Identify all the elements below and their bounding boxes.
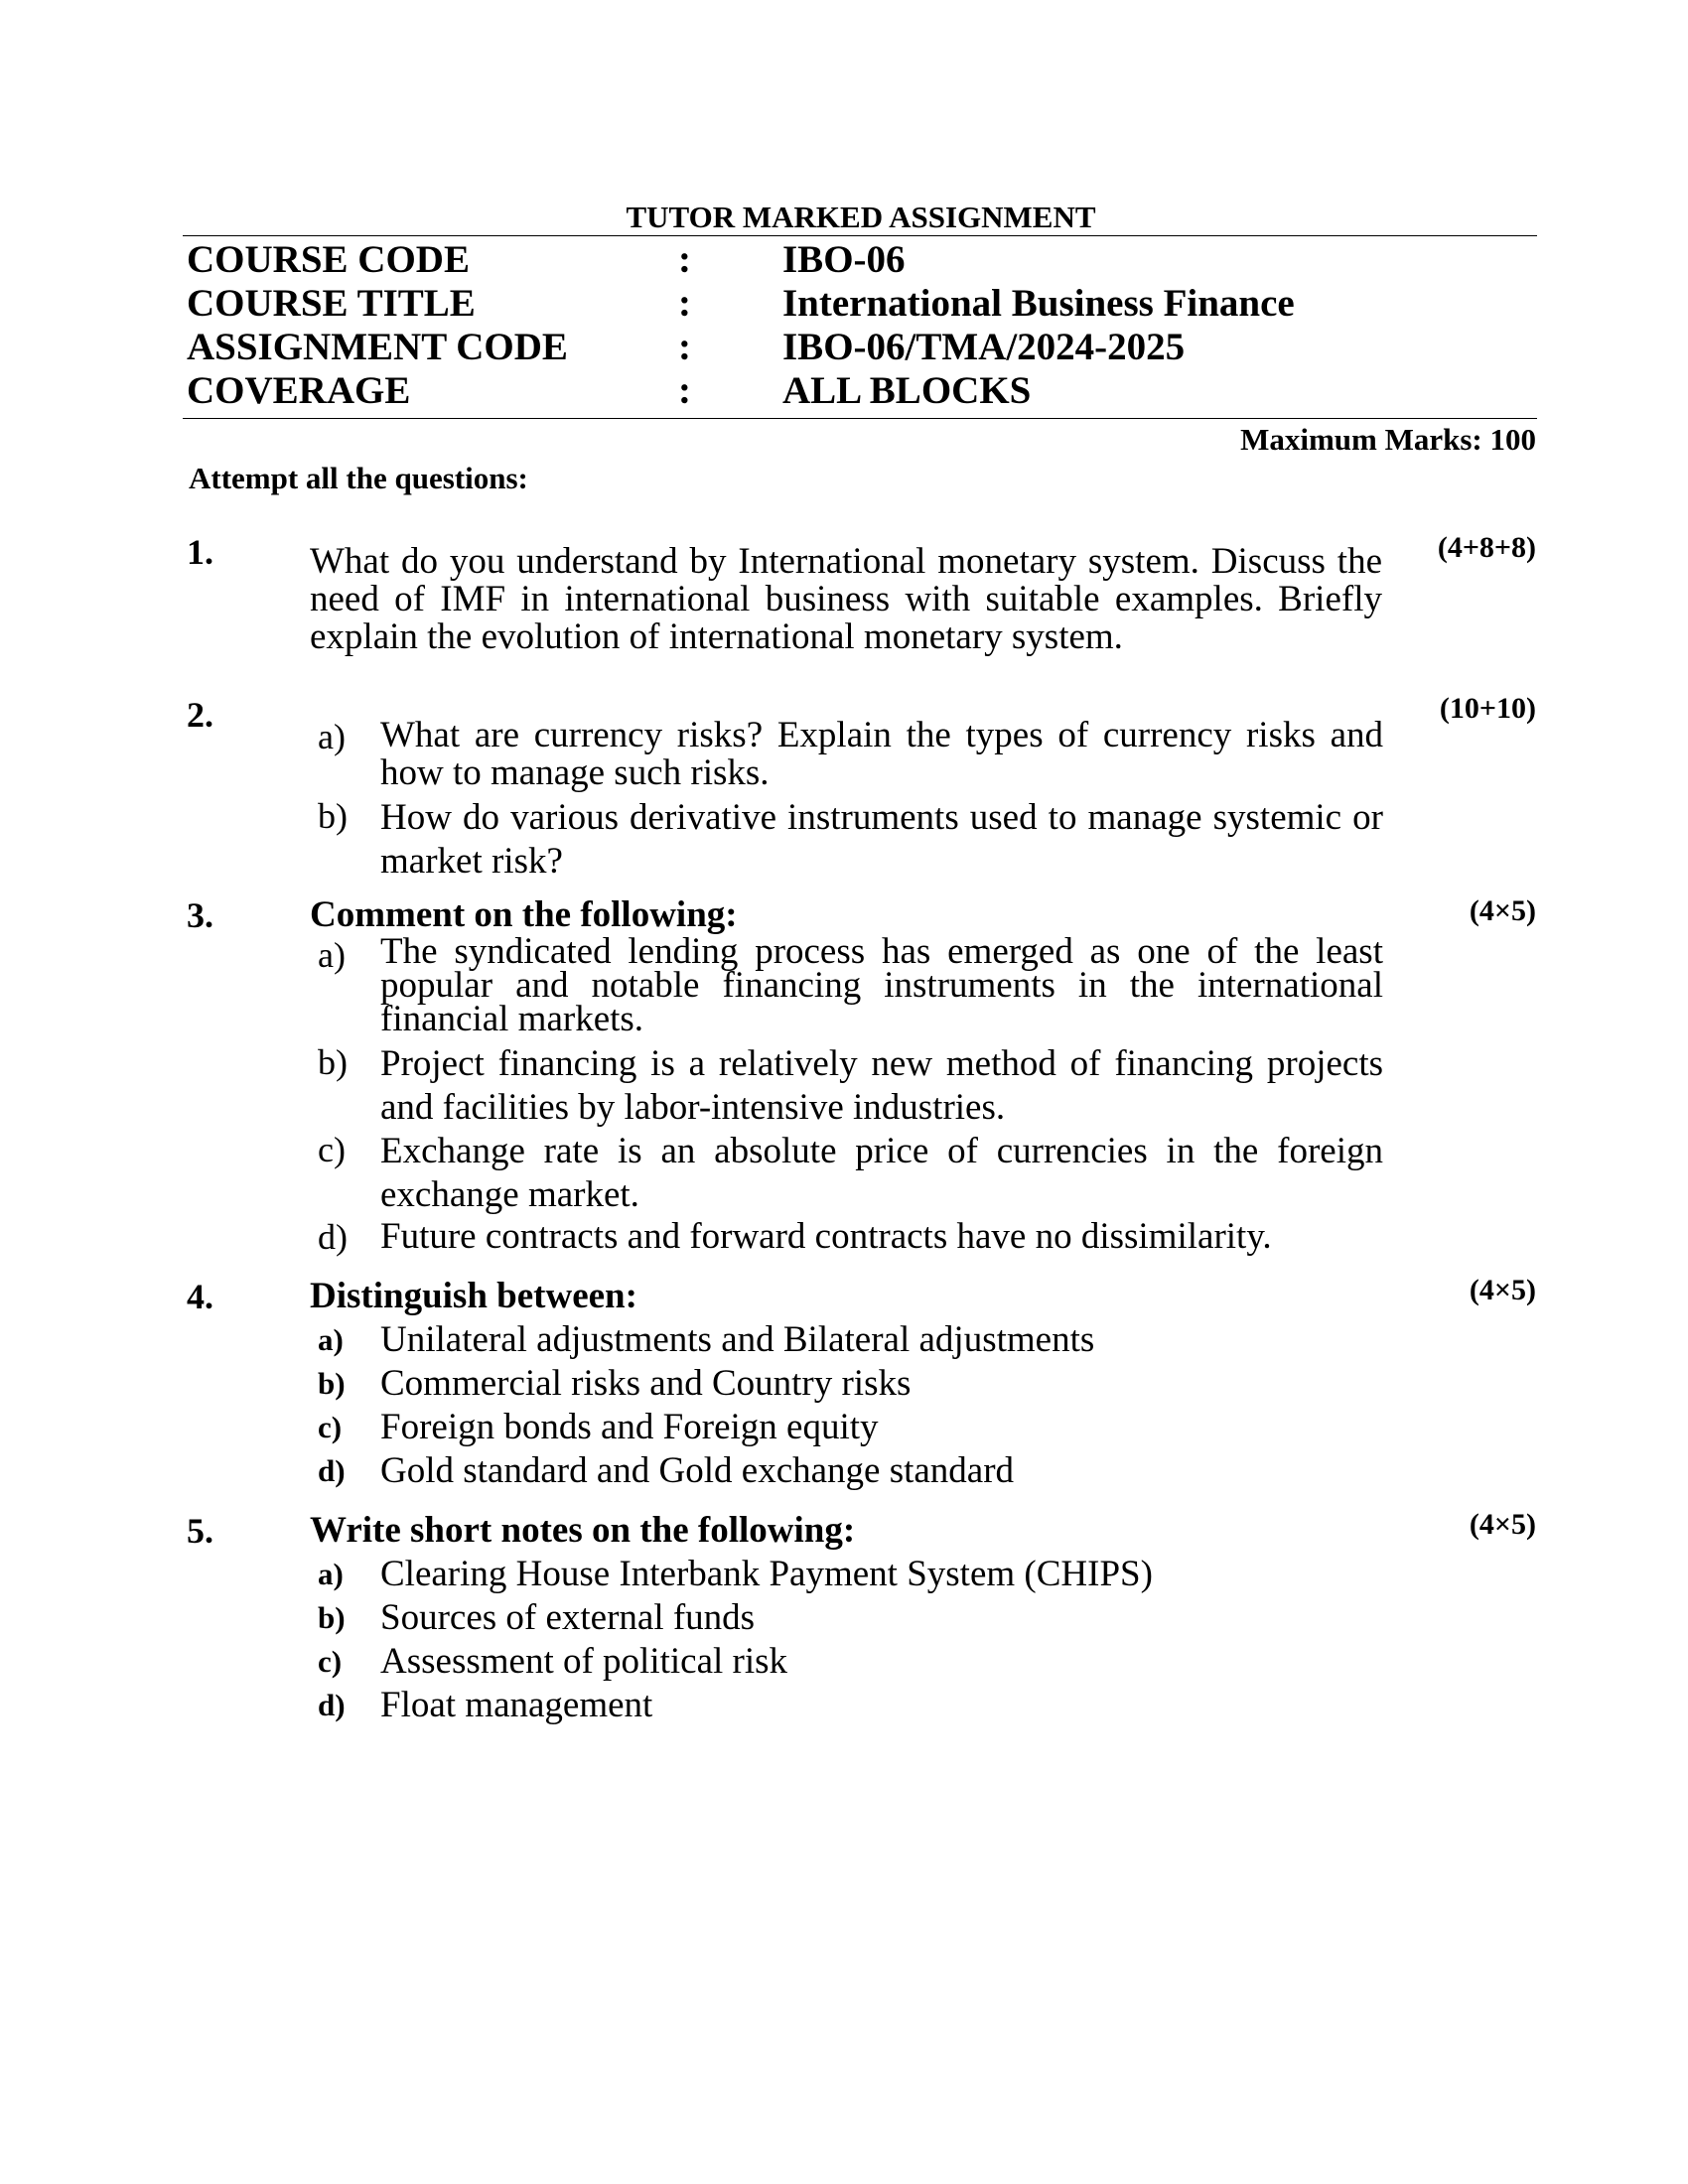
item-text: Commercial risks and Country risks [380,1363,912,1404]
item-label: c) [318,1644,343,1679]
item-text: What are currency risks? Explain the types of currency risks and how to manage such risks. [380,715,1383,793]
question-1-number: 1. [187,532,213,572]
question-1-marks: (4+8+8) [1437,531,1536,564]
question-5-marks: (4×5) [1469,1508,1536,1541]
assignment-code-colon: : [678,326,691,368]
item-text: Exchange rate is an absolute price of currencies in the foreign exchange market. [380,1131,1383,1215]
instruction-text: Attempt all the questions: [189,461,528,495]
course-code-label: COURSE CODE [187,238,470,281]
document-title: TUTOR MARKED ASSIGNMENT [626,200,1096,234]
item-label: b) [318,796,348,836]
item-label: d) [318,1453,346,1488]
coverage-label: COVERAGE [187,369,411,412]
item-label: a) [318,1557,344,1591]
question-4-marks: (4×5) [1469,1274,1536,1306]
item-label: a) [318,1322,344,1357]
question-3-number: 3. [187,895,213,935]
coverage-colon: : [678,369,691,412]
item-text: Assessment of political risk [380,1641,788,1682]
coverage-value: ALL BLOCKS [782,369,1032,412]
item-label: a) [318,935,346,975]
item-label: d) [318,1217,348,1257]
item-text: Sources of external funds [380,1597,756,1638]
item-text: Gold standard and Gold exchange standard [380,1450,1015,1491]
question-3-heading: Comment on the following: [310,894,738,935]
question-1-text: What do you understand by International monetary system. Discuss the need of IMF in international business with suitable examples. Briefly explain the evolution of international monetary system. [310,541,1382,657]
course-title-value: International Business Finance [782,282,1295,325]
item-label: a) [318,717,346,756]
item-text: Project financing is a relatively new method of financing projects and facilities by labor-intensive industries. [380,1043,1383,1128]
item-label: b) [318,1042,348,1082]
item-label: c) [318,1410,343,1444]
course-code-value: IBO-06 [782,238,906,281]
item-label: c) [318,1130,346,1169]
course-title-colon: : [678,282,691,325]
header-top-rule [183,235,1537,236]
course-code-colon: : [678,238,691,281]
question-2-marks: (10+10) [1439,692,1536,725]
item-label: d) [318,1688,346,1722]
question-5-number: 5. [187,1511,213,1551]
question-5-heading: Write short notes on the following: [310,1510,856,1551]
assignment-code-label: ASSIGNMENT CODE [187,326,568,368]
question-3-marks: (4×5) [1469,894,1536,927]
maximum-marks: Maximum Marks: 100 [1240,422,1536,457]
item-label: b) [318,1366,346,1401]
item-text: Future contracts and forward contracts have no dissimilarity. [380,1216,1272,1257]
course-title-label: COURSE TITLE [187,282,476,325]
item-text: Float management [380,1685,653,1725]
assignment-code-value: IBO-06/TMA/2024-2025 [782,326,1186,368]
header-bottom-rule [183,418,1537,419]
item-text: How do various derivative instruments used to manage systemic or market risk? [380,797,1383,882]
item-text: Unilateral adjustments and Bilateral adjustments [380,1319,1095,1360]
item-label: b) [318,1600,346,1635]
question-4-heading: Distinguish between: [310,1276,637,1316]
question-2-number: 2. [187,695,213,735]
item-text: The syndicated lending process has emerged as one of the least popular and notable financing instruments in the international financial markets. [380,931,1383,1039]
item-text: Clearing House Interbank Payment System (CHIPS) [380,1554,1153,1594]
item-text: Foreign bonds and Foreign equity [380,1407,879,1447]
question-4-number: 4. [187,1277,213,1316]
